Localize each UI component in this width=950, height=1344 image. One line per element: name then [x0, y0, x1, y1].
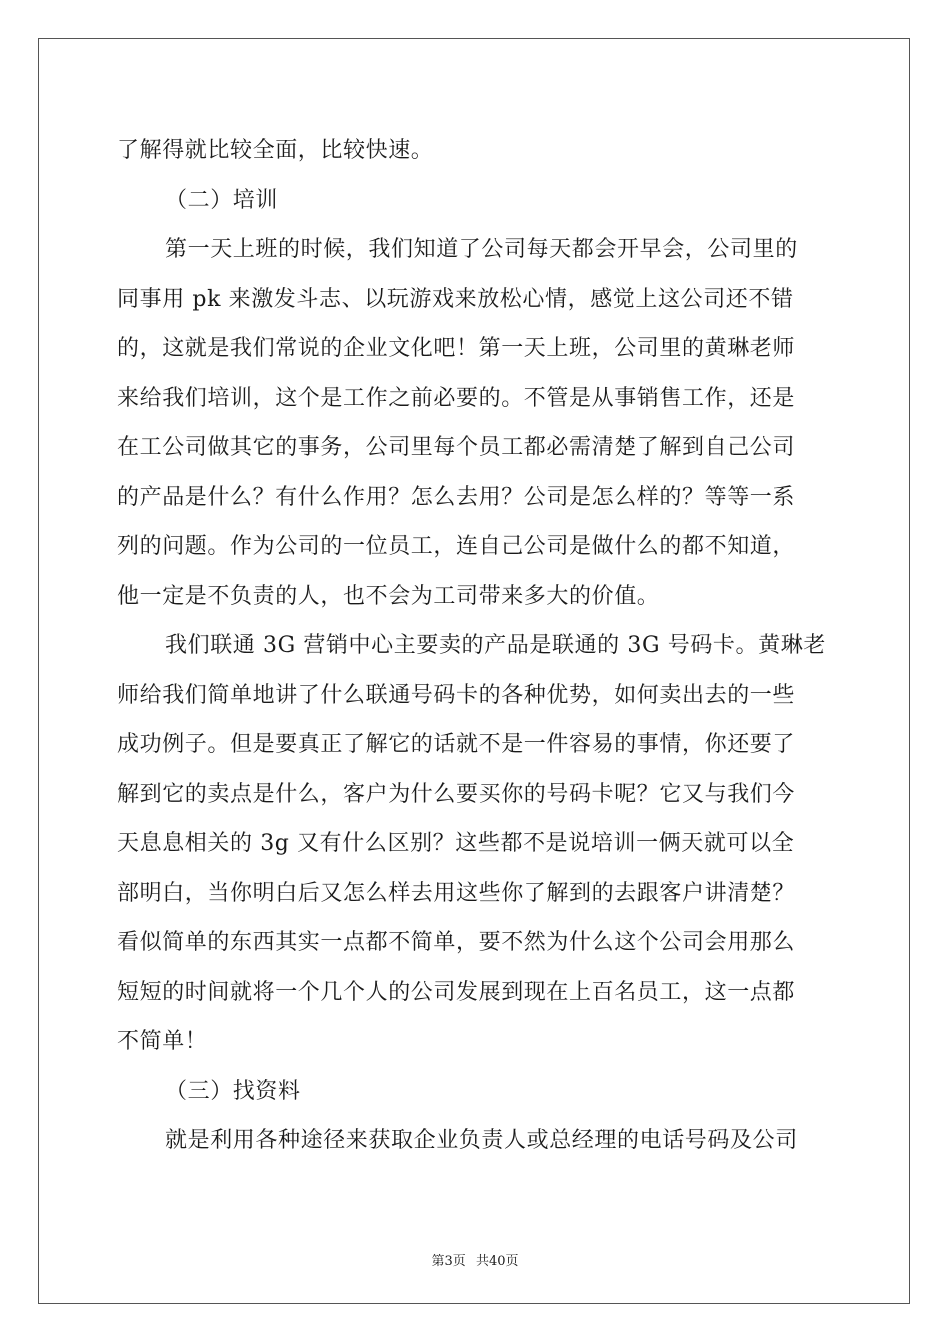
- section-heading: （三）找资料: [165, 1078, 301, 1104]
- text-line: 天息息相关的 3g 又有什么区别？这些都不是说培训一俩天就可以全: [117, 831, 795, 856]
- text-line: 就是利用各种途径来获取企业负责人或总经理的电话号码及公司: [165, 1128, 798, 1153]
- text-line: 成功例子。但是要真正了解它的话就不是一件容易的事情，你还要了: [117, 732, 796, 757]
- section-heading: （二）培训: [165, 187, 279, 213]
- text-line: 在工公司做其它的事务，公司里每个员工都必需清楚了解到自己公司: [117, 435, 796, 460]
- text-line: 他一定是不负责的人，也不会为工司带来多大的价值。: [117, 583, 660, 609]
- text-line: 列的问题。作为公司的一位员工，连自己公司是做什么的都不知道，: [117, 534, 796, 559]
- document-body: [117, 126, 833, 1166]
- page-total: 共40页: [475, 1254, 519, 1269]
- text-line: 来给我们培训，这个是工作之前必要的。不管是从事销售工作，还是: [117, 385, 796, 411]
- text-line: 同事用 pk 来激发斗志、以玩游戏来放松心情，感觉上这公司还不错: [117, 286, 794, 312]
- page-footer: [0, 1250, 950, 1269]
- text-line: 的产品是什么？有什么作用？怎么去用？公司是怎么样的？等等一系: [117, 484, 796, 510]
- text-line: 不简单！: [117, 1029, 208, 1054]
- text-line: 我们联通 3G 营销中心主要卖的产品是联通的 3G 号码卡。黄琳老: [165, 633, 826, 658]
- text-line: 了解得就比较全面，比较快速。: [117, 138, 434, 163]
- text-line: 第一天上班的时候，我们知道了公司每天都会开早会，公司里的: [165, 237, 798, 262]
- text-line: 部明白，当你明白后又怎么样去用这些你了解到的去跟客户讲清楚？: [117, 880, 796, 906]
- text-line: 解到它的卖点是什么，客户为什么要买你的号码卡呢？它又与我们今: [117, 781, 796, 807]
- page-number: 第3页: [431, 1254, 466, 1269]
- text-line: 看似简单的东西其实一点都不简单，要不然为什么这个公司会用那么: [117, 930, 796, 955]
- text-line: 师给我们简单地讲了什么联通号码卡的各种优势，如何卖出去的一些: [117, 682, 796, 708]
- text-line: 的，这就是我们常说的企业文化吧！第一天上班，公司里的黄琳老师: [117, 336, 796, 361]
- text-line: 短短的时间就将一个几个人的公司发展到现在上百名员工，这一点都: [117, 979, 796, 1005]
